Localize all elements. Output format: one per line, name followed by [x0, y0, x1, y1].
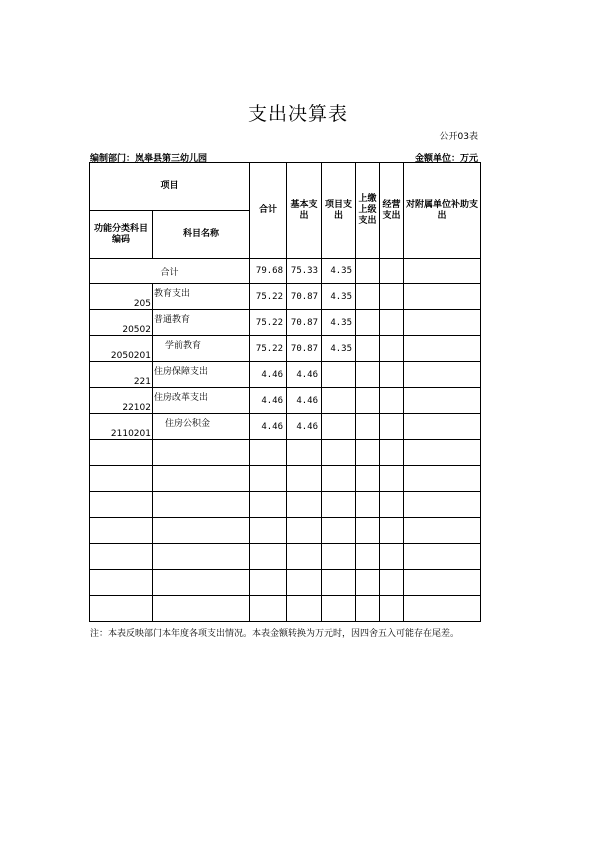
row-upper	[356, 336, 380, 362]
table-row	[90, 388, 481, 414]
row-business	[380, 544, 404, 570]
row-basic	[287, 492, 322, 518]
row-project	[322, 596, 356, 622]
row-business	[380, 310, 404, 336]
row-name: 住房公积金	[153, 414, 250, 440]
table-row	[90, 310, 481, 336]
row-code	[90, 518, 153, 544]
row-project	[322, 362, 356, 388]
row-basic: 70.87	[287, 310, 322, 336]
row-total	[250, 492, 287, 518]
row-total: 4.46	[250, 414, 287, 440]
row-name	[153, 596, 250, 622]
row-upper	[356, 284, 380, 310]
row-project	[322, 440, 356, 466]
row-business	[380, 336, 404, 362]
row-basic	[287, 570, 322, 596]
row-project: 4.35	[322, 284, 356, 310]
row-total	[250, 518, 287, 544]
header-subsidy: 对附属单位补助支出	[404, 163, 481, 259]
table-row	[90, 518, 481, 544]
row-code: 205	[90, 284, 153, 310]
row-subsidy	[404, 414, 481, 440]
row-total	[250, 596, 287, 622]
row-total: 75.22	[250, 284, 287, 310]
row-subsidy	[404, 336, 481, 362]
row-total: 4.46	[250, 388, 287, 414]
row-name	[153, 492, 250, 518]
table-row	[90, 570, 481, 596]
row-business	[380, 284, 404, 310]
row-basic: 4.46	[287, 362, 322, 388]
row-basic	[287, 440, 322, 466]
total-upper	[356, 259, 380, 284]
row-total: 75.22	[250, 310, 287, 336]
row-upper	[356, 544, 380, 570]
row-code: 2110201	[90, 414, 153, 440]
row-basic	[287, 596, 322, 622]
row-upper	[356, 596, 380, 622]
row-name	[153, 544, 250, 570]
row-name: 学前教育	[153, 336, 250, 362]
table-row	[90, 440, 481, 466]
row-business	[380, 440, 404, 466]
row-code: 2050201	[90, 336, 153, 362]
row-name: 住房保障支出	[153, 362, 250, 388]
row-project: 4.35	[322, 310, 356, 336]
row-code	[90, 440, 153, 466]
row-name: 教育支出	[153, 284, 250, 310]
row-total: 75.22	[250, 336, 287, 362]
row-subsidy	[404, 544, 481, 570]
total-total: 79.68	[250, 259, 287, 284]
expenditure-table	[89, 162, 481, 622]
header-business: 经营支出	[380, 163, 404, 259]
row-project	[322, 414, 356, 440]
row-subsidy	[404, 518, 481, 544]
row-basic: 70.87	[287, 336, 322, 362]
header-basic: 基本支出	[287, 163, 322, 259]
row-subsidy	[404, 362, 481, 388]
row-project	[322, 466, 356, 492]
row-name	[153, 518, 250, 544]
row-basic: 4.46	[287, 414, 322, 440]
row-business	[380, 596, 404, 622]
row-upper	[356, 414, 380, 440]
row-subsidy	[404, 310, 481, 336]
header-item: 项目	[90, 163, 250, 211]
row-business	[380, 570, 404, 596]
row-upper	[356, 310, 380, 336]
row-name: 普通教育	[153, 310, 250, 336]
row-total	[250, 570, 287, 596]
row-name	[153, 466, 250, 492]
row-basic	[287, 544, 322, 570]
table-row	[90, 336, 481, 362]
row-business	[380, 388, 404, 414]
row-project: 4.35	[322, 336, 356, 362]
table-row	[90, 414, 481, 440]
row-basic: 70.87	[287, 284, 322, 310]
row-total: 4.46	[250, 362, 287, 388]
row-subsidy	[404, 388, 481, 414]
row-code: 20502	[90, 310, 153, 336]
row-subsidy	[404, 492, 481, 518]
row-subsidy	[404, 570, 481, 596]
form-number: 公开03表	[439, 132, 478, 142]
total-business	[380, 259, 404, 284]
header-upper: 上缴上级支出	[356, 163, 380, 259]
total-subsidy	[404, 259, 481, 284]
total-row	[90, 259, 481, 284]
row-basic: 4.46	[287, 388, 322, 414]
row-code	[90, 492, 153, 518]
header-func-code: 功能分类科目编码	[90, 211, 153, 259]
table-row	[90, 284, 481, 310]
header-subject-name: 科目名称	[153, 211, 250, 259]
row-project	[322, 492, 356, 518]
row-business	[380, 414, 404, 440]
row-code	[90, 596, 153, 622]
row-total	[250, 440, 287, 466]
row-business	[380, 362, 404, 388]
table-row	[90, 492, 481, 518]
department-label: 编制部门：岚皋县第三幼儿园	[90, 154, 208, 164]
row-upper	[356, 518, 380, 544]
row-business	[380, 492, 404, 518]
row-business	[380, 466, 404, 492]
row-upper	[356, 440, 380, 466]
table-row	[90, 466, 481, 492]
row-upper	[356, 362, 380, 388]
page-title: 支出决算表	[247, 103, 348, 125]
table-row	[90, 596, 481, 622]
row-project	[322, 388, 356, 414]
row-name	[153, 570, 250, 596]
row-upper	[356, 492, 380, 518]
row-subsidy	[404, 596, 481, 622]
row-code	[90, 570, 153, 596]
row-basic	[287, 466, 322, 492]
row-code: 221	[90, 362, 153, 388]
row-name: 住房改革支出	[153, 388, 250, 414]
row-upper	[356, 388, 380, 414]
row-code: 22102	[90, 388, 153, 414]
row-upper	[356, 466, 380, 492]
row-subsidy	[404, 284, 481, 310]
row-project	[322, 570, 356, 596]
total-label: 合计	[90, 259, 250, 284]
row-total	[250, 466, 287, 492]
row-project	[322, 544, 356, 570]
footnote: 注：本表反映部门本年度各项支出情况。本表金额转换为万元时，因四舍五入可能存在尾差。	[90, 629, 460, 639]
table-row	[90, 544, 481, 570]
header-total: 合计	[250, 163, 287, 259]
row-name	[153, 440, 250, 466]
row-business	[380, 518, 404, 544]
table-row	[90, 362, 481, 388]
header-project: 项目支出	[322, 163, 356, 259]
row-subsidy	[404, 466, 481, 492]
row-total	[250, 544, 287, 570]
row-subsidy	[404, 440, 481, 466]
total-project: 4.35	[322, 259, 356, 284]
amount-unit-label: 金额单位：万元	[414, 154, 478, 164]
row-project	[322, 518, 356, 544]
row-basic	[287, 518, 322, 544]
row-code	[90, 544, 153, 570]
row-upper	[356, 570, 380, 596]
row-code	[90, 466, 153, 492]
total-basic: 75.33	[287, 259, 322, 284]
